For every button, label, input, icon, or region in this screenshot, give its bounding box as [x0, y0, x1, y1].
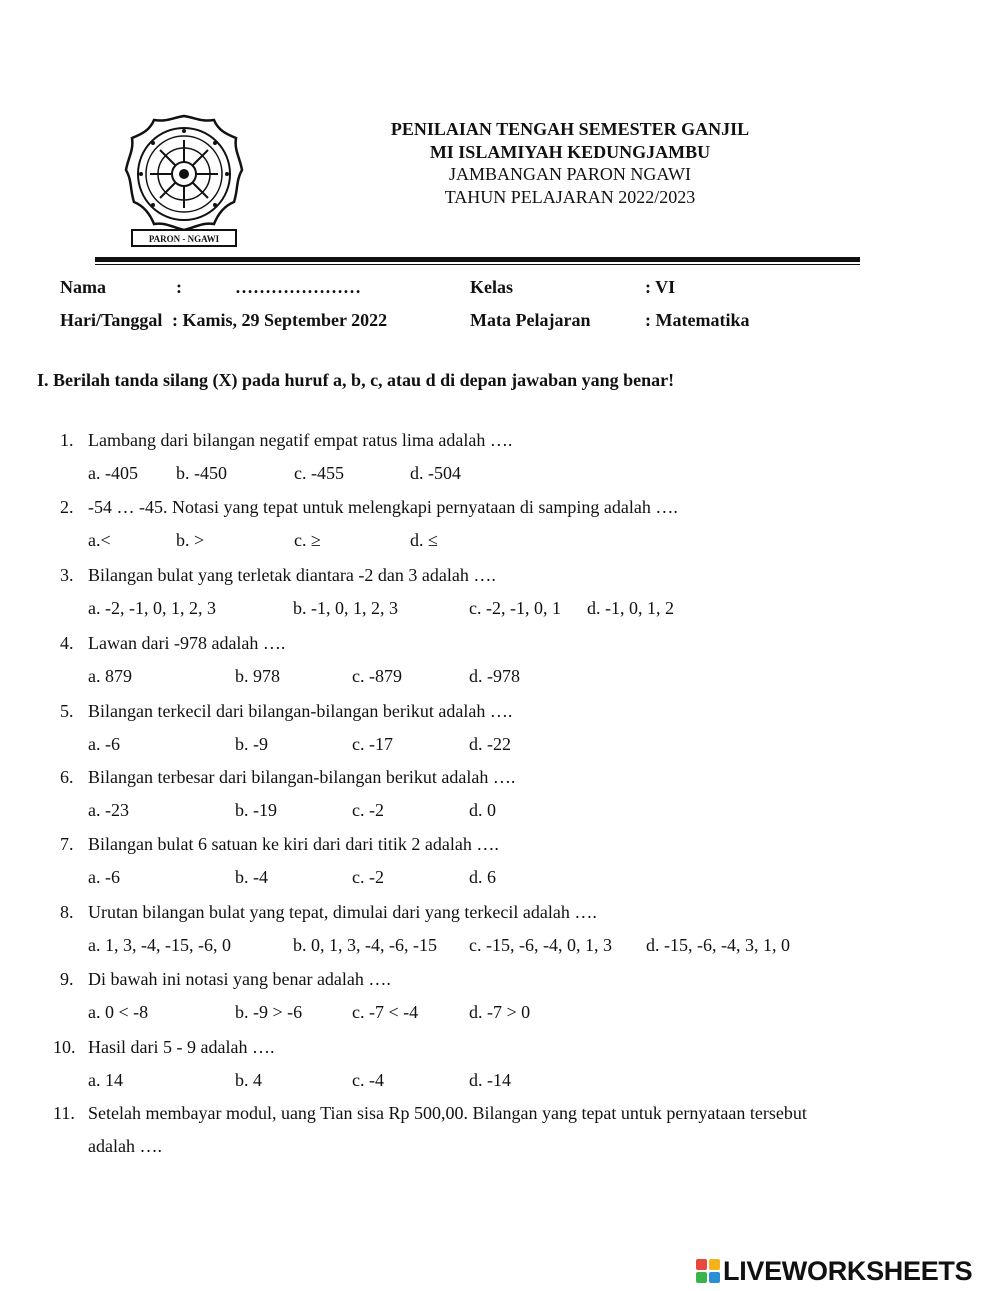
answer-option-c[interactable]: c. -7 < -4 — [352, 1002, 419, 1022]
answer-option-b[interactable]: b. -19 — [235, 800, 277, 820]
question-text-continued: adalah …. — [88, 1136, 162, 1156]
header-line-1: PENILAIAN TENGAH SEMESTER GANJIL — [390, 119, 750, 139]
header-line-2: MI ISLAMIYAH KEDUNGJAMBU — [429, 141, 711, 162]
answer-option-b[interactable]: b. -4 — [235, 867, 268, 887]
answer-option-c[interactable]: c. -879 — [352, 666, 402, 686]
answer-option-d[interactable]: d. -504 — [410, 463, 461, 483]
header-line-3: JAMBANGAN PARON NGAWI — [449, 164, 691, 184]
answer-option-c[interactable]: c. -2, -1, 0, 1 — [469, 598, 561, 618]
answer-option-a[interactable]: a. -23 — [88, 800, 129, 820]
answer-option-b[interactable]: b. -9 — [235, 734, 268, 754]
liveworksheets-logo-icon — [695, 1258, 721, 1284]
answer-option-c[interactable]: c. -455 — [294, 463, 344, 483]
question-number: 1. — [60, 430, 74, 450]
question-text: Hasil dari 5 - 9 adalah …. — [88, 1037, 275, 1057]
question-number: 9. — [60, 969, 74, 989]
answer-option-c[interactable]: c. -2 — [352, 867, 384, 887]
answer-option-a[interactable]: a. -2, -1, 0, 1, 2, 3 — [88, 598, 216, 618]
answer-option-d[interactable]: d. -1, 0, 1, 2 — [587, 598, 674, 618]
answer-option-d[interactable]: d. 0 — [469, 800, 496, 820]
header-line-4: TAHUN PELAJARAN 2022/2023 — [444, 186, 696, 207]
answer-option-b[interactable]: b. 978 — [235, 666, 280, 686]
nama-field[interactable]: ………………… — [235, 277, 361, 297]
answer-option-c[interactable]: c. -2 — [352, 800, 384, 820]
answer-option-d[interactable]: d. -14 — [469, 1070, 511, 1090]
answer-option-a[interactable]: a. 14 — [88, 1070, 123, 1090]
header-divider — [95, 257, 860, 262]
answer-option-d[interactable]: d. -978 — [469, 666, 520, 686]
answer-option-d[interactable]: d. 6 — [469, 867, 496, 887]
question-text: Di bawah ini notasi yang benar adalah …. — [88, 969, 391, 989]
question-number: 6. — [60, 767, 74, 787]
answer-option-b[interactable]: b. > — [176, 530, 205, 550]
exam-header — [330, 118, 810, 208]
question-number: 5. — [60, 701, 74, 721]
answer-option-a[interactable]: a.< — [88, 530, 111, 550]
question-text: Bilangan terbesar dari bilangan-bilangan berikut adalah …. — [88, 767, 516, 787]
question-text: Bilangan terkecil dari bilangan-bilangan berikut adalah …. — [88, 701, 513, 721]
answer-option-c[interactable]: c. -15, -6, -4, 0, 1, 3 — [469, 935, 612, 955]
seal-icon — [122, 112, 246, 250]
answer-option-a[interactable]: a. 879 — [88, 666, 132, 686]
question-number: 2. — [60, 497, 74, 517]
kelas-value: : VI — [645, 277, 676, 297]
question-text: Lawan dari -978 adalah …. — [88, 633, 286, 653]
question-text: Urutan bilangan bulat yang tepat, dimulai dari yang terkecil adalah …. — [88, 902, 597, 922]
hari-label: Hari/Tanggal — [60, 310, 163, 330]
answer-option-d[interactable]: d. -7 > 0 — [469, 1002, 531, 1022]
answer-option-a[interactable]: a. 0 < -8 — [88, 1002, 149, 1022]
mapel-value: : Matematika — [645, 310, 750, 330]
question-text: Bilangan bulat yang terletak diantara -2 dan 3 adalah …. — [88, 565, 496, 585]
school-logo — [122, 112, 246, 250]
answer-option-d[interactable]: d. -22 — [469, 734, 511, 754]
answer-option-a[interactable]: a. 1, 3, -4, -15, -6, 0 — [88, 935, 231, 955]
question-number: 4. — [60, 633, 74, 653]
answer-option-b[interactable]: b. -1, 0, 1, 2, 3 — [293, 598, 398, 618]
answer-option-b[interactable]: b. -9 > -6 — [235, 1002, 303, 1022]
mapel-label: Mata Pelajaran — [470, 310, 591, 330]
question-text: Lambang dari bilangan negatif empat ratus lima adalah …. — [88, 430, 513, 450]
hari-value: : Kamis, 29 September 2022 — [172, 310, 388, 330]
nama-colon: : — [176, 277, 182, 297]
logo-ribbon-text: PARON - NGAWI — [148, 234, 220, 244]
answer-option-b[interactable]: b. 0, 1, 3, -4, -6, -15 — [293, 935, 437, 955]
question-number: 8. — [60, 902, 74, 922]
answer-option-b[interactable]: b. -450 — [176, 463, 227, 483]
question-text: Bilangan bulat 6 satuan ke kiri dari dari titik 2 adalah …. — [88, 834, 499, 854]
answer-option-b[interactable]: b. 4 — [235, 1070, 262, 1090]
liveworksheets-brand — [695, 1256, 972, 1286]
question-number: 10. — [53, 1037, 76, 1057]
answer-option-d[interactable]: d. ≤ — [410, 530, 438, 550]
answer-option-a[interactable]: a. -6 — [88, 867, 120, 887]
answer-option-c[interactable]: c. ≥ — [294, 530, 321, 550]
instruction-text: I. Berilah tanda silang (X) pada huruf a, b, c, atau d di depan jawaban yang benar! — [37, 370, 675, 390]
question-number: 3. — [60, 565, 74, 585]
answer-option-d[interactable]: d. -15, -6, -4, 3, 1, 0 — [646, 935, 790, 955]
header-divider-thin — [95, 264, 860, 265]
answer-option-a[interactable]: a. -405 — [88, 463, 138, 483]
question-text: Setelah membayar modul, uang Tian sisa Rp 500,00. Bilangan yang tepat untuk pernyataan tersebut — [88, 1103, 807, 1123]
question-text: -54 … -45. Notasi yang tepat untuk melengkapi pernyataan di samping adalah …. — [88, 497, 678, 517]
question-number: 11. — [53, 1103, 75, 1123]
kelas-label: Kelas — [470, 277, 513, 297]
answer-option-c[interactable]: c. -17 — [352, 734, 393, 754]
answer-option-c[interactable]: c. -4 — [352, 1070, 384, 1090]
question-number: 7. — [60, 834, 74, 854]
nama-label: Nama — [60, 277, 106, 297]
answer-option-a[interactable]: a. -6 — [88, 734, 120, 754]
brand-text: LIVEWORKSHEETS — [723, 1255, 973, 1286]
